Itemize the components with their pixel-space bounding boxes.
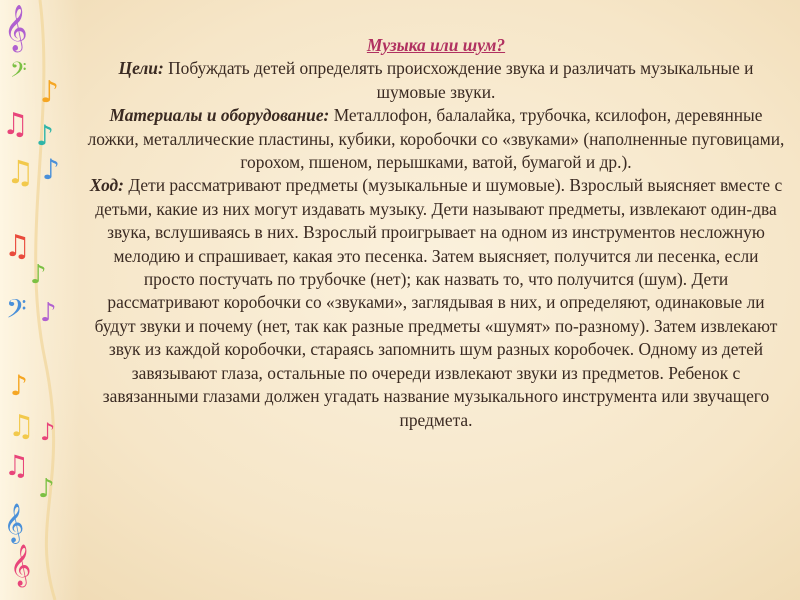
beamed-notes-icon: ♫ (2, 107, 29, 142)
treble-clef-icon: 𝄞 (4, 5, 28, 51)
eighth-note-icon: ♪ (10, 369, 28, 402)
materials-text: Металлофон, балалайка, трубочка, ксилофон, деревянные ложки, металлические пластины, кубики, коробочки со «звуками» (наполненные пуговицами, горохом, пшеном, перышками, ватой, бумагой и др.). (87, 105, 785, 173)
procedure-paragraph (86, 174, 786, 431)
beamed-notes-icon: ♫ (4, 449, 30, 482)
eighth-note-icon: ♪ (40, 75, 60, 110)
beamed-notes-icon: ♫ (4, 229, 31, 264)
eighth-note-icon: ♪ (42, 153, 60, 186)
beamed-notes-icon: ♫ (8, 409, 35, 444)
bass-clef-icon: 𝄢 (6, 293, 27, 331)
eighth-note-icon: ♪ (38, 474, 55, 504)
eighth-note-icon: ♪ (40, 298, 57, 328)
goals-label: Цели: (118, 58, 164, 79)
materials-label: Материалы и оборудование: (109, 105, 330, 126)
materials-paragraph (86, 104, 786, 174)
procedure-label: Ход: (89, 175, 124, 196)
eighth-note-icon: ♪ (36, 119, 54, 152)
bass-clef-icon: 𝄢 (10, 58, 27, 88)
treble-clef-icon: 𝄞 (10, 545, 32, 586)
procedure-text: Дети рассматривают предметы (музыкальные и шумовые). Взрослый выясняет вместе с детьми, какие из них могут издавать музыку. Дети называют предметы, извлекают один-два звука, вслушиваясь в них. Взрослый проигрывает на одном из инструментов несложную мелодию и спрашивает, какая это песенка. Затем выясняет, получится ли песенка, если просто постучать по трубочке (нет); как назвать то, что получится (шум). Дети рассматривают коробочки со «звуками», заглядывая в них, и определяют, одинаковые ли будут звуки и почему (нет, так как разные предметы «шумят» по-разному). Затем извлекают звук из каждой коробочки, стараясь запомнить шум разных коробочек. Одному из детей завязывают глаза, остальные по очереди извлекают звуки из предметов. Ребенок с завязанными глазами должен угадать название музыкального инструмента или звучащего предмета. (94, 175, 783, 430)
treble-clef-icon: 𝄞 (4, 503, 25, 543)
lesson-title: Музыка или шум? (366, 35, 506, 55)
eighth-note-icon: ♪ (40, 418, 56, 446)
beamed-notes-icon: ♫ (6, 153, 35, 191)
lesson-text (86, 34, 786, 432)
goals-text: Побуждать детей определять происхождение звука и различать музыкальные и шумовые звуки. (163, 58, 754, 102)
goals-paragraph (86, 57, 786, 104)
eighth-note-icon: ♪ (30, 260, 47, 290)
